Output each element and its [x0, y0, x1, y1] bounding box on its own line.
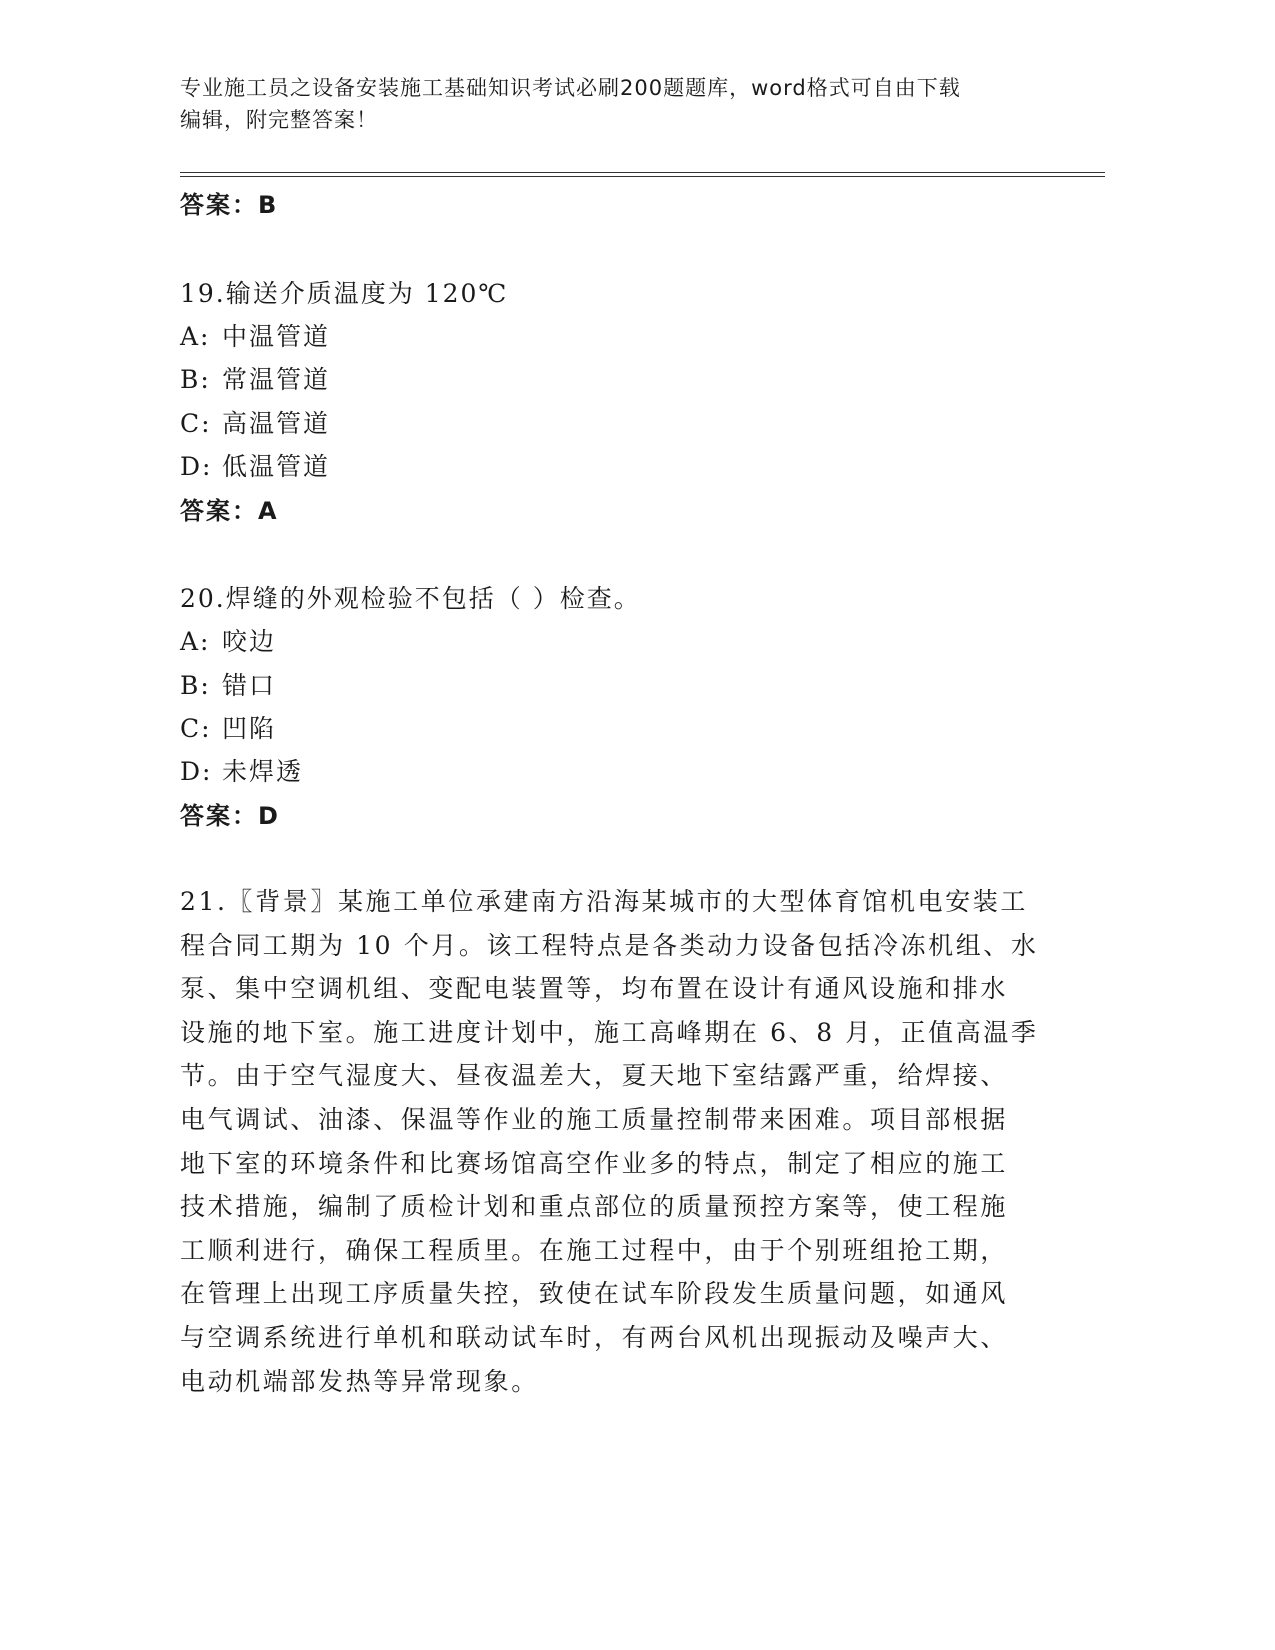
header-line-2: 编辑，附完整答案！ — [180, 108, 378, 132]
option-label: A: — [180, 322, 211, 351]
paragraph-line: 设施的地下室。施工进度计划中，施工高峰期在 6、8 月，正值高温季 — [180, 1017, 1039, 1047]
question-20-option-d — [180, 752, 303, 788]
option-text: 凹陷 — [222, 714, 277, 743]
header-divider-top — [180, 172, 1105, 173]
option-text: 高温管道 — [222, 409, 331, 438]
paragraph-line: 21.〖背景〗某施工单位承建南方沿海某城市的大型体育馆机电安装工 — [180, 887, 1028, 916]
question-19-option-b — [180, 360, 330, 396]
paragraph-line: 程合同工期为 10 个月。该工程特点是各类动力设备包括冷冻机组、水 — [180, 930, 1039, 960]
paragraph-line: 工顺利进行，确保工程质里。在施工过程中，由于个别班组抢工期， — [180, 1235, 1009, 1265]
question-19-option-c — [180, 404, 330, 440]
question-19-title: 19.输送介质温度为 120℃ — [180, 279, 509, 308]
paragraph-line: 在管理上出现工序质量失控，致使在试车阶段发生质量问题，如通风 — [180, 1279, 1009, 1309]
paragraph-line: 电气调试、油漆、保温等作业的施工质量控制带来困难。项目部根据 — [180, 1104, 1009, 1134]
option-label: B: — [180, 671, 211, 700]
paragraph-line: 技术措施，编制了质检计划和重点部位的质量预控方案等，使工程施 — [180, 1192, 1009, 1222]
option-text: 未焊透 — [222, 757, 304, 786]
question-20-option-b — [180, 666, 276, 702]
question-20-option-c — [180, 709, 276, 745]
option-text: 咬边 — [222, 627, 277, 656]
header-divider-bottom — [180, 176, 1105, 177]
page-header — [180, 72, 1080, 136]
question-19-option-a — [180, 317, 330, 353]
question-20-title: 20.焊缝的外观检验不包括（ ）检查。 — [180, 584, 641, 613]
answer-19: 答案：A — [180, 497, 279, 525]
paragraph-line: 与空调系统进行单机和联动试车时，有两台风机出现振动及噪声大、 — [180, 1322, 1009, 1352]
option-text: 低温管道 — [222, 452, 331, 481]
option-text: 错口 — [222, 671, 277, 700]
option-label: C: — [180, 714, 212, 743]
option-label: C: — [180, 409, 212, 438]
option-text: 中温管道 — [222, 322, 331, 351]
question-21-body — [180, 880, 1040, 1403]
option-label: B: — [180, 365, 211, 394]
answer-18: 答案：B — [180, 191, 279, 219]
question-19-option-d — [180, 447, 330, 483]
answer-20: 答案：D — [180, 802, 280, 830]
option-label: D: — [180, 757, 213, 786]
paragraph-line: 节。由于空气湿度大、昼夜温差大，夏天地下室结露严重，给焊接、 — [180, 1061, 1009, 1091]
option-text: 常温管道 — [222, 365, 331, 394]
paragraph-line: 地下室的环境条件和比赛场馆高空作业多的特点，制定了相应的施工 — [180, 1148, 1009, 1178]
paragraph-line: 泵、集中空调机组、变配电装置等，均布置在设计有通风设施和排水 — [180, 974, 1009, 1004]
option-label: D: — [180, 452, 213, 481]
paragraph-line: 电动机端部发热等异常现象。 — [180, 1366, 539, 1396]
header-line-1: 专业施工员之设备安装施工基础知识考试必刷200题题库，word格式可自由下载 — [180, 76, 961, 100]
option-label: A: — [180, 627, 211, 656]
question-20-option-a — [180, 622, 276, 658]
